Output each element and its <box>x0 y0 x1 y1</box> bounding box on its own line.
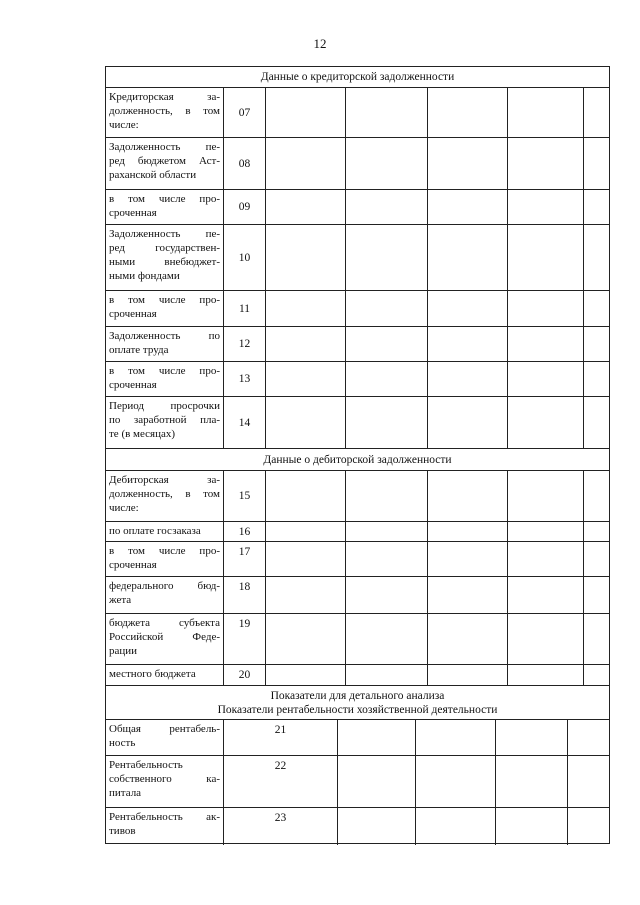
value-cell <box>428 397 508 448</box>
value-cell <box>338 756 416 807</box>
row-label-line: бюджета субъекта <box>109 617 220 629</box>
row-code: 10 <box>224 225 266 290</box>
row-label <box>106 362 224 396</box>
value-cell <box>508 362 584 396</box>
row-label <box>106 225 224 290</box>
value-cell <box>496 756 568 807</box>
value-cell <box>584 397 611 448</box>
row-code: 18 <box>224 577 266 613</box>
value-cell <box>428 362 508 396</box>
row-code: 09 <box>224 190 266 224</box>
value-cell <box>346 577 428 613</box>
row-label-line: ными фондами <box>109 270 180 282</box>
value-cell <box>338 720 416 755</box>
row-code: 08 <box>224 138 266 189</box>
row-label-line: Кредиторская за- <box>109 91 220 103</box>
value-cell <box>584 190 611 224</box>
value-cell <box>346 397 428 448</box>
table-row <box>106 362 609 397</box>
row-label <box>106 138 224 189</box>
value-cell <box>346 362 428 396</box>
row-label-line: по заработной пла- <box>109 414 220 426</box>
row-code: 07 <box>224 88 266 137</box>
row-code: 19 <box>224 614 266 664</box>
section-title-debtor: Данные о дебиторской задолженности <box>263 453 452 466</box>
value-cell <box>508 327 584 361</box>
value-cell <box>266 397 346 448</box>
table-row <box>106 665 609 686</box>
value-cell <box>346 522 428 541</box>
table-row <box>106 808 609 845</box>
value-cell <box>266 327 346 361</box>
section-title-creditor: Данные о кредиторской задолженности <box>260 71 455 83</box>
value-cell <box>346 190 428 224</box>
value-cell <box>508 190 584 224</box>
value-cell <box>346 542 428 576</box>
row-label <box>106 720 224 755</box>
table-row <box>106 614 609 665</box>
value-cell <box>266 614 346 664</box>
table-row <box>106 397 609 449</box>
value-cell <box>266 138 346 189</box>
row-label <box>106 190 224 224</box>
value-cell <box>428 577 508 613</box>
row-label <box>106 665 224 685</box>
row-code: 13 <box>224 362 266 396</box>
row-label-line: тивов <box>109 825 136 837</box>
row-label-line: местного бюджета <box>109 668 196 680</box>
value-cell <box>346 327 428 361</box>
section-subtitle-profitability: Показатели рентабельности хозяйственной деятельности <box>217 703 498 716</box>
value-cell <box>508 577 584 613</box>
row-label-line: числе: <box>109 502 139 514</box>
row-label-line: собственного ка- <box>109 773 220 785</box>
value-cell <box>428 225 508 290</box>
value-cell <box>428 291 508 326</box>
section-title-analysis: Показатели для детального анализа <box>270 689 445 702</box>
row-code: 17 <box>224 542 266 576</box>
value-cell <box>584 362 611 396</box>
table-row <box>106 542 609 577</box>
value-cell <box>416 808 496 845</box>
row-label <box>106 397 224 448</box>
table-row <box>106 225 609 291</box>
row-label-line: жета <box>109 594 132 606</box>
row-code: 14 <box>224 397 266 448</box>
row-label-line: ред бюджетом Аст- <box>109 155 220 167</box>
value-cell <box>346 614 428 664</box>
table-row <box>106 291 609 327</box>
value-cell <box>346 471 428 521</box>
row-label-line: Дебиторская за- <box>109 474 220 486</box>
value-cell <box>266 362 346 396</box>
row-label-line: сроченная <box>109 559 157 571</box>
value-cell <box>428 665 508 685</box>
value-cell <box>508 138 584 189</box>
value-cell <box>346 88 428 137</box>
row-label <box>106 542 224 576</box>
row-label-line: сроченная <box>109 308 157 320</box>
value-cell <box>428 522 508 541</box>
row-label-line: федерального бюд- <box>109 580 220 592</box>
value-cell <box>346 665 428 685</box>
row-label <box>106 88 224 137</box>
row-label <box>106 756 224 807</box>
value-cell <box>496 720 568 755</box>
row-label-line: ред государствен- <box>109 242 220 254</box>
row-label-line: Период просрочки <box>109 400 220 412</box>
table-row <box>106 138 609 190</box>
value-cell <box>428 327 508 361</box>
row-label-line: те (в месяцах) <box>109 428 176 440</box>
row-label-line: по оплате госзаказа <box>109 525 201 537</box>
value-cell <box>584 225 611 290</box>
row-label-line: Российской Феде- <box>109 631 220 643</box>
value-cell <box>266 291 346 326</box>
value-cell <box>266 225 346 290</box>
value-cell <box>508 225 584 290</box>
table-row <box>106 471 609 522</box>
value-cell <box>568 808 611 845</box>
value-cell <box>428 614 508 664</box>
table-row <box>106 522 609 542</box>
value-cell <box>584 614 611 664</box>
section-header-analysis <box>106 686 609 720</box>
value-cell <box>338 808 416 845</box>
value-cell <box>266 88 346 137</box>
value-cell <box>266 665 346 685</box>
row-label-line: сроченная <box>109 207 157 219</box>
row-label-line: в том числе про- <box>109 193 220 205</box>
row-label-line: числе: <box>109 119 139 131</box>
row-label-line: раханской области <box>109 169 197 181</box>
row-label <box>106 522 224 541</box>
value-cell <box>266 542 346 576</box>
row-label <box>106 291 224 326</box>
value-cell <box>508 614 584 664</box>
value-cell <box>584 291 611 326</box>
value-cell <box>416 756 496 807</box>
section-header-creditor <box>106 67 609 88</box>
row-label <box>106 471 224 521</box>
row-code: 22 <box>224 756 338 807</box>
value-cell <box>508 522 584 541</box>
value-cell <box>266 577 346 613</box>
value-cell <box>346 225 428 290</box>
row-label-line: оплате труда <box>109 344 169 356</box>
row-label-line: в том числе про- <box>109 365 220 377</box>
value-cell <box>508 665 584 685</box>
value-cell <box>584 327 611 361</box>
row-label-line: Рентабельность ак- <box>109 811 220 823</box>
row-code: 11 <box>224 291 266 326</box>
table-row <box>106 88 609 138</box>
row-code: 15 <box>224 471 266 521</box>
value-cell <box>346 291 428 326</box>
value-cell <box>346 138 428 189</box>
row-label-line: в том числе про- <box>109 294 220 306</box>
row-label-line: Рентабельность <box>109 759 183 771</box>
value-cell <box>428 542 508 576</box>
table-row <box>106 577 609 614</box>
row-label <box>106 577 224 613</box>
value-cell <box>584 665 611 685</box>
value-cell <box>568 756 611 807</box>
value-cell <box>428 471 508 521</box>
value-cell <box>584 471 611 521</box>
value-cell <box>584 138 611 189</box>
value-cell <box>584 577 611 613</box>
row-code: 12 <box>224 327 266 361</box>
value-cell <box>508 542 584 576</box>
row-label-line: Общая рентабель- <box>109 723 220 735</box>
row-label-line: в том числе про- <box>109 545 220 557</box>
row-label-line: ными внебюджет- <box>109 256 220 268</box>
value-cell <box>266 471 346 521</box>
row-label <box>106 808 224 845</box>
row-label-line: Задолженность пе- <box>109 141 220 153</box>
value-cell <box>416 720 496 755</box>
value-cell <box>584 88 611 137</box>
value-cell <box>428 138 508 189</box>
value-cell <box>428 88 508 137</box>
row-label-line: ность <box>109 737 136 749</box>
row-code: 20 <box>224 665 266 685</box>
page-number: 12 <box>313 36 327 51</box>
value-cell <box>584 542 611 576</box>
row-label <box>106 327 224 361</box>
value-cell <box>266 190 346 224</box>
value-cell <box>508 471 584 521</box>
row-label-line: рации <box>109 645 138 657</box>
row-code: 21 <box>224 720 338 755</box>
value-cell <box>496 808 568 845</box>
table-row <box>106 190 609 225</box>
value-cell <box>568 720 611 755</box>
value-cell <box>508 291 584 326</box>
row-label-line: долженность, в том <box>109 105 220 117</box>
row-label-line: Задолженность пе- <box>109 228 220 240</box>
report-table <box>105 66 610 844</box>
row-label <box>106 614 224 664</box>
row-code: 23 <box>224 808 338 845</box>
row-label-line: сроченная <box>109 379 157 391</box>
row-label-line: Задолженность по <box>109 330 220 342</box>
row-label-line: питала <box>109 787 142 799</box>
row-label-line: долженность, в том <box>109 488 220 500</box>
value-cell <box>584 522 611 541</box>
row-code: 16 <box>224 522 266 541</box>
value-cell <box>508 88 584 137</box>
value-cell <box>428 190 508 224</box>
table-row <box>106 720 609 756</box>
table-row <box>106 327 609 362</box>
table-row <box>106 756 609 808</box>
section-header-debtor <box>106 449 609 471</box>
value-cell <box>266 522 346 541</box>
value-cell <box>508 397 584 448</box>
